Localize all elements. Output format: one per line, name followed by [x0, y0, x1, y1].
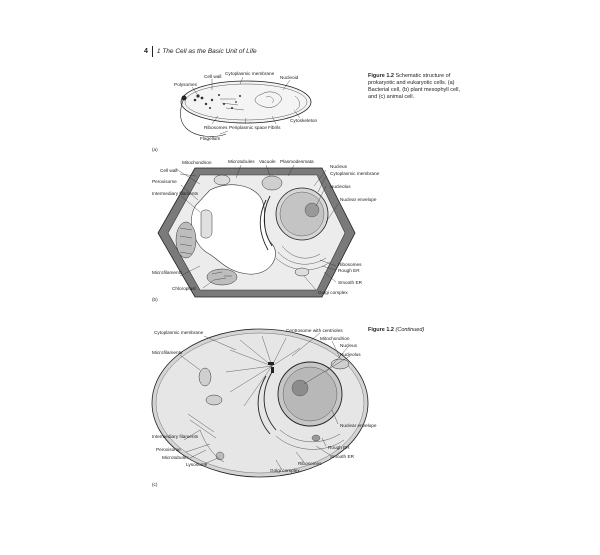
- label-b-nuclear-envelope: Nuclear envelope: [340, 197, 377, 202]
- continued-note: (Continued): [395, 327, 425, 333]
- label-c-smooth-er: Smooth ER: [330, 454, 354, 459]
- label-c-microtubules: Microtubules: [162, 455, 189, 460]
- label-a-periplasmic-space: Periplasmic space: [229, 125, 268, 130]
- label-c-microfilaments: Microfilaments: [152, 350, 183, 355]
- label-b-cytoplasmic-membrane: Cytoplasmic membrane: [330, 171, 380, 176]
- panel-b-letter: (b): [152, 297, 158, 302]
- figure-label: Figure 1.2: [368, 73, 394, 79]
- panel-a-letter: (a): [152, 147, 158, 152]
- label-b-mitochondrion: Mitochondrion: [182, 160, 212, 165]
- label-b-microfilaments: Microfilaments: [152, 270, 183, 275]
- label-b-microtubules: Microtubules: [228, 159, 255, 164]
- label-a-cytoskeleton: Cytoskeleton: [290, 118, 318, 123]
- label-b-nucleus: Nucleus: [330, 164, 347, 169]
- label-b-peroxisome: Peroxisome: [152, 179, 177, 184]
- label-b-cell-wall: Cell wall: [160, 168, 178, 173]
- label-c-ribosomes: Ribosomes: [298, 461, 322, 466]
- label-b-vacuole: Vacuole: [259, 159, 276, 164]
- page-number: 4: [144, 48, 148, 55]
- label-c-nucleus: Nucleus: [340, 343, 357, 348]
- animal-cell-diagram: [152, 328, 377, 487]
- label-a-cytoplasmic-membrane: Cytoplasmic membrane: [225, 71, 275, 76]
- label-b-chloroplast: Chloroplast: [172, 286, 196, 291]
- label-a-ribosomes: Ribosomes: [204, 125, 228, 130]
- label-b-golgi-complex: Golgi complex: [318, 290, 348, 295]
- bacterial-cell-diagram: [152, 71, 317, 152]
- label-c-rough-er: Rough ER: [328, 445, 350, 450]
- figure-caption-text: Schematic structure of prokaryotic and eukaryotic cells. (a) Bacterial cell, (b) plant mesophyll cell, and (c) animal cell.: [368, 73, 461, 100]
- label-b-smooth-er: Smooth ER: [338, 280, 362, 285]
- label-a-polysomes: Polysomes: [174, 82, 197, 87]
- running-title: 1 The Cell as the Basic Unit of Life: [156, 48, 257, 55]
- label-a-fibrils: Fibrils: [268, 125, 281, 130]
- figure-label-continued: Figure 1.2: [368, 327, 394, 333]
- panel-c-letter: (c): [152, 482, 158, 487]
- label-a-cell-wall: Cell wall: [204, 74, 222, 79]
- label-c-intermediary-filaments: Intermediary filaments: [152, 434, 199, 439]
- label-c-golgi-complex: Golgi complex: [270, 468, 300, 473]
- label-b-intermediary-filaments: Intermediary filaments: [152, 191, 199, 196]
- label-b-rough-er: Rough ER: [338, 268, 360, 273]
- label-b-plasmodesmata: Plasmodesmata: [280, 159, 314, 164]
- label-c-nucleolus: Nucleolus: [340, 352, 361, 357]
- label-c-peroxisome: Peroxisome: [156, 447, 181, 452]
- plant-cell-diagram: [152, 159, 380, 302]
- label-a-flagellum: Flagellum: [200, 136, 221, 141]
- label-c-mitochondrion: Mitochondrion: [320, 336, 350, 341]
- label-b-nucleolus: Nucleolus: [330, 184, 351, 189]
- label-c-nuclear-envelope: Nuclear envelope: [340, 423, 377, 428]
- label-a-nucleoid: Nucleoid: [280, 75, 299, 80]
- label-c-lysosome: Lysosome: [186, 462, 208, 467]
- label-c-cytoplasmic-membrane: Cytoplasmic membrane: [154, 330, 204, 335]
- label-b-ribosomes: Ribosomes: [338, 262, 362, 267]
- label-c-centrosome: Centrosome with centrioles: [286, 328, 343, 333]
